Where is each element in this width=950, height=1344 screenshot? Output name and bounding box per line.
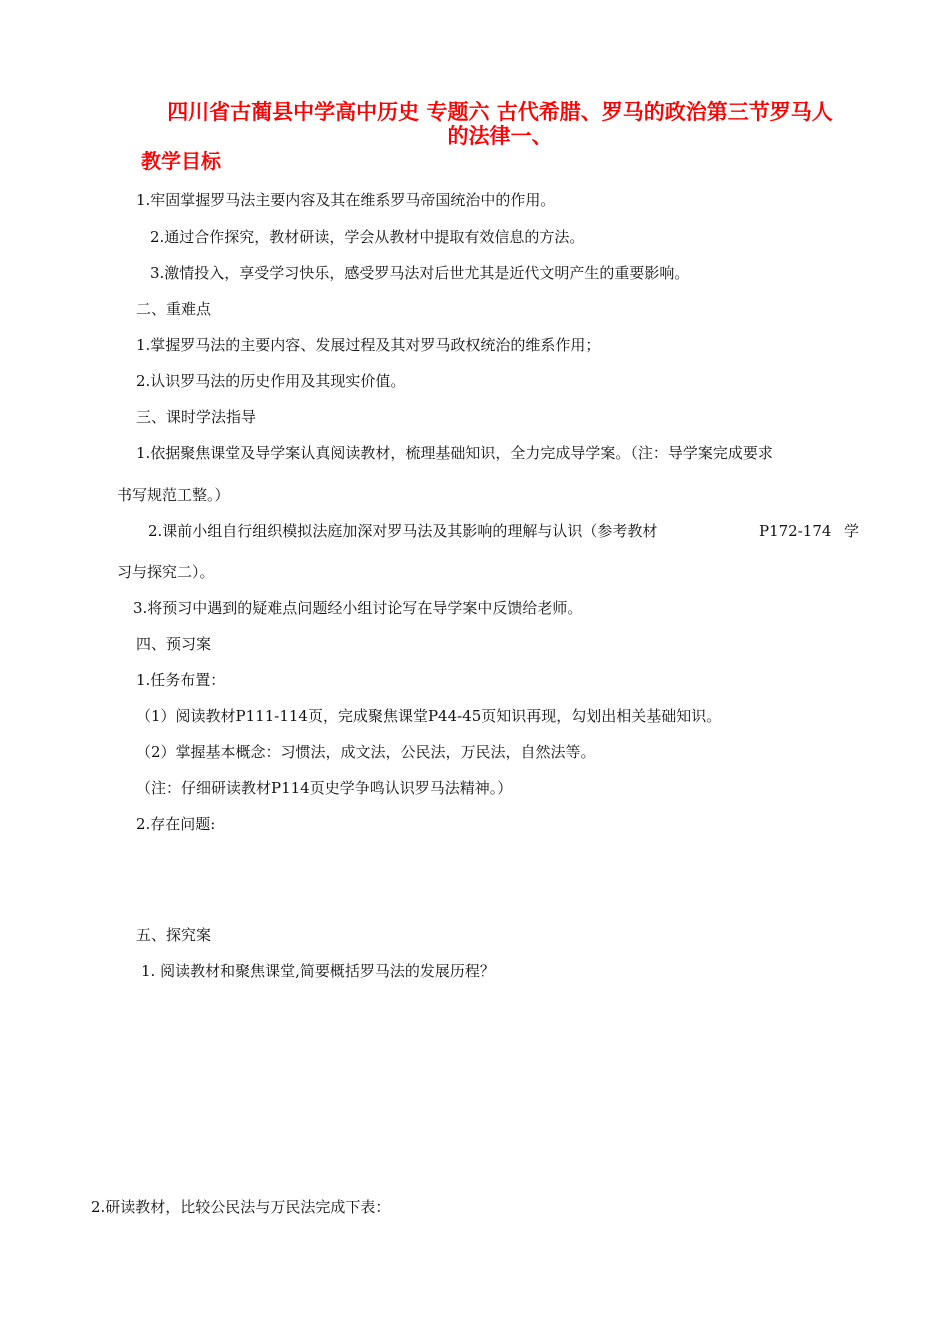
- task-1-note: （注：仔细研读教材P114页史学争鸣认识罗马法精神。）: [136, 779, 513, 797]
- heading-exploration: 五、探究案: [136, 926, 212, 944]
- guide-2-reference: P172-174: [759, 522, 832, 540]
- task-1-item-1: （1）阅读教材P111-114页，完成聚焦课堂P44-45页知识再现，勾划出相关基础知识。: [136, 707, 722, 725]
- task-2: 2.存在问题:: [136, 815, 216, 833]
- key-point-2: 2.认识罗马法的历史作用及其现实价值。: [136, 372, 406, 390]
- heading-key-points: 二、重难点: [136, 300, 212, 318]
- guide-2-line-1: 2.课前小组自行组织模拟法庭加深对罗马法及其影响的理解与认识（参考教材: [148, 522, 658, 540]
- objective-2: 2.通过合作探究，教材研读，学会从教材中提取有效信息的方法。: [150, 228, 585, 246]
- heading-study-guide: 三、课时学法指导: [136, 408, 257, 426]
- heading-preview: 四、预习案: [136, 635, 212, 653]
- task-1-item-2: （2）掌握基本概念：习惯法，成文法，公民法，万民法，自然法等。: [136, 743, 596, 761]
- guide-3: 3.将预习中遇到的疑难点问题经小组讨论写在导学案中反馈给老师。: [133, 599, 583, 617]
- guide-2-line-1-end: 学: [844, 522, 860, 540]
- page-title-line-2: 的法律一、: [447, 124, 553, 148]
- key-point-1: 1.掌握罗马法的主要内容、发展过程及其对罗马政权统治的维系作用；: [136, 336, 601, 354]
- objective-1: 1.牢固掌握罗马法主要内容及其在维系罗马帝国统治中的作用。: [136, 191, 556, 209]
- task-1: 1.任务布置：: [136, 671, 226, 689]
- guide-1-line-1: 1.依据聚焦课堂及导学案认真阅读教材，梳理基础知识，全力完成导学案。（注：导学案完成要求: [136, 444, 773, 462]
- exploration-2: 2.研读教材，比较公民法与万民法完成下表：: [91, 1198, 391, 1216]
- guide-1-line-2: 书写规范工整。）: [117, 486, 230, 504]
- page-title-line-1: 四川省古蔺县中学高中历史 专题六 古代希腊、罗马的政治第三节罗马人: [167, 100, 833, 124]
- exploration-1: 1. 阅读教材和聚焦课堂,简要概括罗马法的发展历程？: [141, 962, 495, 980]
- objective-3: 3.激情投入，享受学习快乐，感受罗马法对后世尤其是近代文明产生的重要影响。: [150, 264, 690, 282]
- heading-teaching-objectives: 教学目标: [141, 149, 221, 173]
- guide-2-line-2: 习与探究二）。: [117, 563, 215, 581]
